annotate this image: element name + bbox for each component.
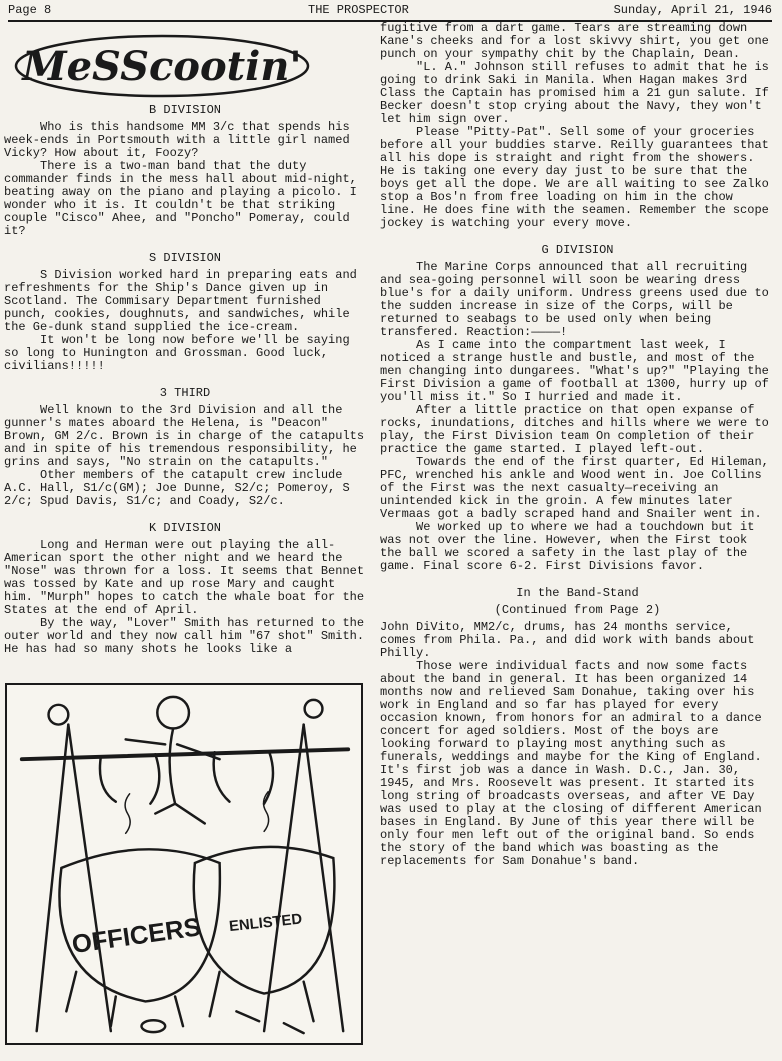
continued-p2: "L. A." Johnson still refuses to admit that he is going to drink Saki in Manila. When Hagan makes 3rd Class the Captain has promised him a 21 gun salute. If Becker doesn't stop crying about the Navy, they won't let him sign over. [380, 60, 769, 126]
paper-name: THE PROSPECTOR [308, 3, 409, 17]
issue-date: Sunday, April 21, 1946 [613, 3, 772, 17]
b-division-p2: There is a two-man band that the duty commander finds in the mess hall about mid-night, beating away on the piano and playing a picolo. I wonder who it is. It couldn't be that striking couple "Cisco" Ahee, and "Poncho" Pomeray, could it? [4, 159, 357, 238]
s-division-p1: S Division worked hard in preparing eats and refreshments for the Ship's Dance given up in Scotland. The Commisary Department furnished punch, cookies, doughnuts, and sandwiches, while the Ge-dunk stand supplied the ice-cream. [4, 268, 357, 334]
third-division-p1: Well known to the 3rd Division and all the gunner's mates aboard the Helena, is "Deacon" Brown, GM 2/c. Brown is in charge of the catapults and in spite of his tremendous responsibility, he grins and says, "No strain on the catapults." [4, 403, 365, 469]
b-division-p1: Who is this handsome MM 3/c that spends his week-ends in Portsmouth with a little girl named Vicky? How about it, Foozy? [4, 120, 350, 160]
g-division-title: G DIVISION [541, 243, 614, 257]
pot-left-label: OFFICERS [70, 913, 203, 960]
tripod-leg-right [264, 725, 304, 1032]
right-column [380, 22, 775, 1052]
page-header [8, 2, 772, 22]
left-column [4, 22, 366, 682]
continued-p3: Please "Pitty-Pat". Sell some of your groceries before all your buddies starve. Reilly guarantees that all his dope is straight and right from the showers. He is taking one every day just to be sure that the boys get all the dope. We are all waiting to see Zalko stop a Bos'n from free loading on him in the chow line. He does fine with the seamen. Remember the scope jockey is watching your every move. [380, 125, 769, 230]
k-division-p1: Long and Herman were out playing the all-American sport the other night and we heard the "Nose" was thrown for a loss. It seems that Bennet was tossed by Kate and up rose Mary and caught him. "Murph" hopes to catch the whale boat for the States at the end of April. [4, 538, 365, 617]
tripod-leg-left [37, 725, 69, 1032]
third-division-p2: Other members of the catapult crew include A.C. Hall, S1/c(GM); Joe Dunne, S2/c; Pomeroy, S 2/c; Spud Davis, S1/c; and Coady, S2/c. [4, 468, 350, 508]
skull-right [305, 700, 323, 718]
skull-left [49, 705, 69, 725]
k-division-title: K DIVISION [148, 521, 221, 535]
messcootin-logo [12, 22, 312, 102]
cartoon-drawing [7, 685, 361, 1043]
band-stand-title: In the Band-Stand [516, 586, 639, 600]
cartoon-illustration [5, 683, 363, 1045]
band-stand-p2: Those were individual facts and now some facts about the band in general. It has been organized 14 months now and relieved Sam Donahue, taking over his work in England and so far has played for every occasion known, from honors for an admiral to a dance concert for aged soldiers. Most of the boys are looking forward to playing most anything such as funerals, weddings and maybe for the King of England. It's first job was a dance in Wash. D.C., Jan. 30, 1945, and Mrs. Roosevelt was present. It started its long string of broadcasts overseas, and after VE Day was used to play at the closing of different American bases in England. By June of this year there will be only four men left out of the original band. So ends the story of the band which was boasting as the replacements for Sam Donahue's band. [380, 659, 762, 868]
g-division-p1: The Marine Corps announced that all recruiting and sea-going personnel will soon be wearing dress blue's for a daily uniform. Undress greens used due to the sudden increase in size of the Corps, will be returned to seabags to be used only when being transfered. Reaction:————! [380, 260, 769, 339]
s-division-p2: It won't be long now before we'll be saying so long to Hunington and Grossman. Good luck, civilians!!!!! [4, 333, 350, 373]
b-division-title: B DIVISION [148, 103, 221, 117]
logo-title: MeSScootin' [22, 43, 302, 90]
continued-p1: fugitive from a dart game. Tears are streaming down Kane's cheeks and for a lost skivvy shirt, you get one punch on your sympathy chit by the Chaplain, Dean. [380, 21, 769, 61]
g-division-p2: As I came into the compartment last week, I noticed a strange hustle and bustle, and most of the men changing into dungarees. "What's up?" "Playing the First Division a game of football at 1300, hurry up of you'll miss it." So I hurried and made it. [380, 338, 769, 404]
k-division-p2: By the way, "Lover" Smith has returned to the outer world and they now call him "67 shot" Smith. He has had so many shots he looks like a [4, 616, 365, 656]
figure-head [157, 697, 189, 729]
g-division-p5: We worked up to where we had a touchdown but it was not over the line. However, when the First took the ball we scored a safety in the last play of the game. Final score 6-2. First Divisions favor. [380, 520, 755, 573]
band-stand-p1: John DiVito, MM2/c, drums, has 24 months service, comes from Phila. Pa., and did work with bands about Philly. [380, 620, 755, 660]
g-division-p3: After a little practice on that open expanse of rocks, inundations, ditches and hills where we were to play, the First Division team On completion of their practice the game started. I played left-out. [380, 403, 769, 456]
s-division-title: S DIVISION [148, 251, 221, 265]
third-division-title: 3 THIRD [159, 386, 211, 400]
pot-right-label: ENLISTED [228, 911, 303, 936]
band-stand-subtitle: (Continued from Page 2) [494, 603, 661, 617]
page-number: Page 8 [8, 3, 52, 17]
g-division-p4: Towards the end of the first quarter, Ed Hileman, PFC, wrenched his ankle and Wood went in. Joe Collins of the First was the next casualty—receiving an unintended kick in the groin. A few minutes later Vermaas got a badly scraped hand and Snailer went in. [380, 455, 769, 521]
